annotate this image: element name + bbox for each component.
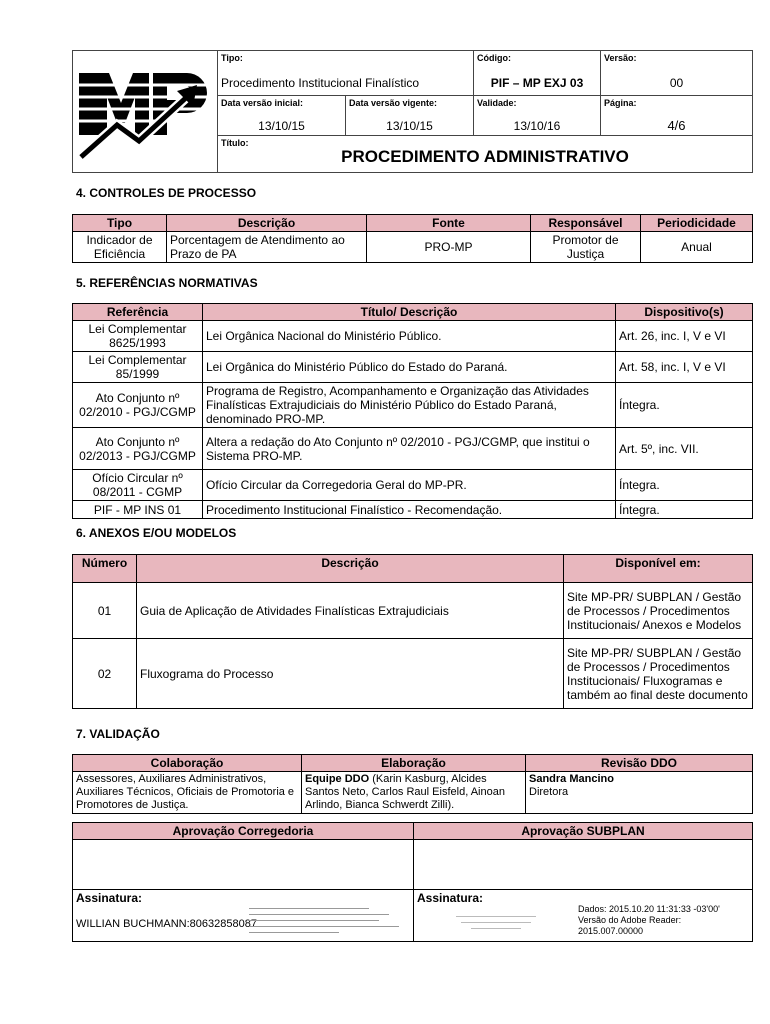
signature-cell-right[interactable] xyxy=(414,890,753,942)
validation-header-elaboracao: Elaboração xyxy=(302,755,526,772)
signature-label-left: Assinatura: xyxy=(76,891,143,905)
table-row xyxy=(73,428,753,470)
ref-dispositivo: Íntegra. xyxy=(616,470,753,501)
document-header xyxy=(72,50,753,173)
ref-cell: Ofício Circular nº 08/2011 - CGMP xyxy=(73,470,203,501)
annex-location: Site MP-PR/ SUBPLAN / Gestão de Processos / Procedimentos Institucionais/ Fluxogramas e também ao final deste documento xyxy=(564,639,753,709)
signature-data-line: Versão do Adobe Reader: xyxy=(578,915,682,925)
elaboracao-members: (Karin Kasburg, Alcides Santos Neto, Carlos Raul Eisfeld, Ainoan Arlindo, Bianca Schwerdt Zilli). xyxy=(305,773,505,811)
ref-dispositivo: Art. 58, inc. I, V e VI xyxy=(616,352,753,383)
controls-table xyxy=(72,214,753,263)
cell-periodicidade: Anual xyxy=(641,232,753,263)
section-5-title: 5. REFERÊNCIAS NORMATIVAS xyxy=(76,276,258,290)
signature-label-right: Assinatura: xyxy=(417,891,484,905)
pagina-label: Página: xyxy=(604,98,637,109)
pagina-value: 4/6 xyxy=(667,118,686,134)
revisao-cell xyxy=(526,772,753,814)
cell-fonte: PRO-MP xyxy=(367,232,531,263)
stamp-icon xyxy=(456,916,536,931)
refs-header-referencia: Referência xyxy=(73,304,203,321)
revisao-role: Diretora xyxy=(529,786,569,798)
controls-header-fonte: Fonte xyxy=(367,215,531,232)
table-row xyxy=(73,470,753,501)
validation-header-colaboracao: Colaboração xyxy=(73,755,302,772)
table-row xyxy=(73,639,753,709)
annex-header-disponivel: Disponível em: xyxy=(564,555,753,583)
controls-header-responsavel: Responsável xyxy=(531,215,641,232)
ref-description: Procedimento Institucional Finalístico - Recomendação. xyxy=(203,501,616,519)
ref-description: Programa de Registro, Acompanhamento e Organização das Atividades Finalísticas Extrajudiciais do Ministério Público do Estado Paraná, denominado PRO-MP. xyxy=(203,383,616,428)
annex-header-descricao: Descrição xyxy=(137,555,564,583)
logo-cell xyxy=(73,51,218,173)
section-4-title: 4. CONTROLES DE PROCESSO xyxy=(76,186,257,200)
ref-dispositivo: Art. 5º, inc. VII. xyxy=(616,428,753,470)
annex-description: Fluxograma do Processo xyxy=(137,639,564,709)
table-row xyxy=(73,383,753,428)
annex-header-numero: Número xyxy=(73,555,137,583)
ref-cell: Ato Conjunto nº 02/2013 - PGJ/CGMP xyxy=(73,428,203,470)
validation-table xyxy=(72,754,753,814)
approval-space-left xyxy=(73,840,414,890)
table-row xyxy=(73,321,753,352)
codigo-value: PIF – MP EXJ 03 xyxy=(490,76,584,90)
ref-dispositivo: Íntegra. xyxy=(616,501,753,519)
ref-cell: Lei Complementar 8625/1993 xyxy=(73,321,203,352)
annex-number: 01 xyxy=(73,583,137,639)
colaboracao-text: Assessores, Auxiliares Administrativos, Auxiliares Técnicos, Oficiais de Promotoria e Promotores de Justiça. xyxy=(73,772,302,814)
section-6-title: 6. ANEXOS E/OU MODELOS xyxy=(76,526,237,540)
cell-descricao: Porcentagem de Atendimento ao Prazo de PA xyxy=(167,232,367,263)
cell-responsavel: Promotor de Justiça xyxy=(531,232,641,263)
refs-header-titulo: Título/ Descrição xyxy=(203,304,616,321)
ref-cell: PIF - MP INS 01 xyxy=(73,501,203,519)
annexes-table xyxy=(72,554,753,709)
versao-label: Versão: xyxy=(604,53,637,63)
mp-logo-icon xyxy=(73,51,217,169)
page-title: PROCEDIMENTO ADMINISTRATIVO xyxy=(341,146,629,166)
tipo-value: Procedimento Institucional Finalístico xyxy=(221,76,420,90)
ref-description: Lei Orgânica Nacional do Ministério Público. xyxy=(203,321,616,352)
table-row xyxy=(73,583,753,639)
ref-dispositivo: Íntegra. xyxy=(616,383,753,428)
data-vigente-value: 13/10/15 xyxy=(386,119,433,134)
tipo-label: Tipo: xyxy=(221,53,243,63)
table-row xyxy=(73,501,753,519)
references-table xyxy=(72,303,753,519)
titulo-label: Título: xyxy=(221,137,249,148)
versao-value: 00 xyxy=(669,76,684,90)
ref-description: Altera a redação do Ato Conjunto nº 02/2010 - PGJ/CGMP, que institui o Sistema PRO-MP. xyxy=(203,428,616,470)
annex-location: Site MP-PR/ SUBPLAN / Gestão de Processos / Procedimentos Institucionais/ Anexos e Modelos xyxy=(564,583,753,639)
elaboracao-team: Equipe DDO xyxy=(305,773,370,785)
data-inicial-value: 13/10/15 xyxy=(258,119,305,134)
data-inicial-label: Data versão inicial: xyxy=(221,98,304,109)
controls-header-tipo: Tipo xyxy=(73,215,167,232)
ref-description: Lei Orgânica do Ministério Público do Estado do Paraná. xyxy=(203,352,616,383)
annex-number: 02 xyxy=(73,639,137,709)
signature-data-line: Dados: 2015.10.20 11:31:33 -03'00' xyxy=(578,904,720,914)
signature-data xyxy=(578,904,720,937)
ref-dispositivo: Art. 26, inc. I, V e VI xyxy=(616,321,753,352)
data-vigente-label: Data versão vigente: xyxy=(349,98,438,109)
refs-header-dispositivo: Dispositivo(s) xyxy=(616,304,753,321)
approval-header-corregedoria: Aprovação Corregedoria xyxy=(73,823,414,840)
signature-cell-left[interactable] xyxy=(73,890,414,942)
ref-cell: Ato Conjunto nº 02/2010 - PGJ/CGMP xyxy=(73,383,203,428)
signer-name: WILLIAN BUCHMANN:80632858087 xyxy=(76,918,257,930)
signature-data-line: 2015.007.00000 xyxy=(578,926,644,936)
controls-header-periodicidade: Periodicidade xyxy=(641,215,753,232)
approval-header-subplan: Aprovação SUBPLAN xyxy=(414,823,753,840)
table-row xyxy=(73,232,753,263)
section-7-title: 7. VALIDAÇÃO xyxy=(76,727,160,741)
elaboracao-cell xyxy=(302,772,526,814)
table-row xyxy=(73,352,753,383)
ref-description: Ofício Circular da Corregedoria Geral do MP-PR. xyxy=(203,470,616,501)
validation-header-revisao: Revisão DDO xyxy=(526,755,753,772)
controls-header-descricao: Descrição xyxy=(167,215,367,232)
approval-table xyxy=(72,822,753,942)
ref-cell: Lei Complementar 85/1999 xyxy=(73,352,203,383)
approval-space-right xyxy=(414,840,753,890)
annex-description: Guia de Aplicação de Atividades Finalísticas Extrajudiciais xyxy=(137,583,564,639)
validade-label: Validade: xyxy=(477,98,517,109)
revisao-name: Sandra Mancino xyxy=(529,773,614,785)
codigo-label: Código: xyxy=(477,53,511,63)
cell-tipo: Indicador de Eficiência xyxy=(73,232,167,263)
validade-value: 13/10/16 xyxy=(513,119,561,134)
